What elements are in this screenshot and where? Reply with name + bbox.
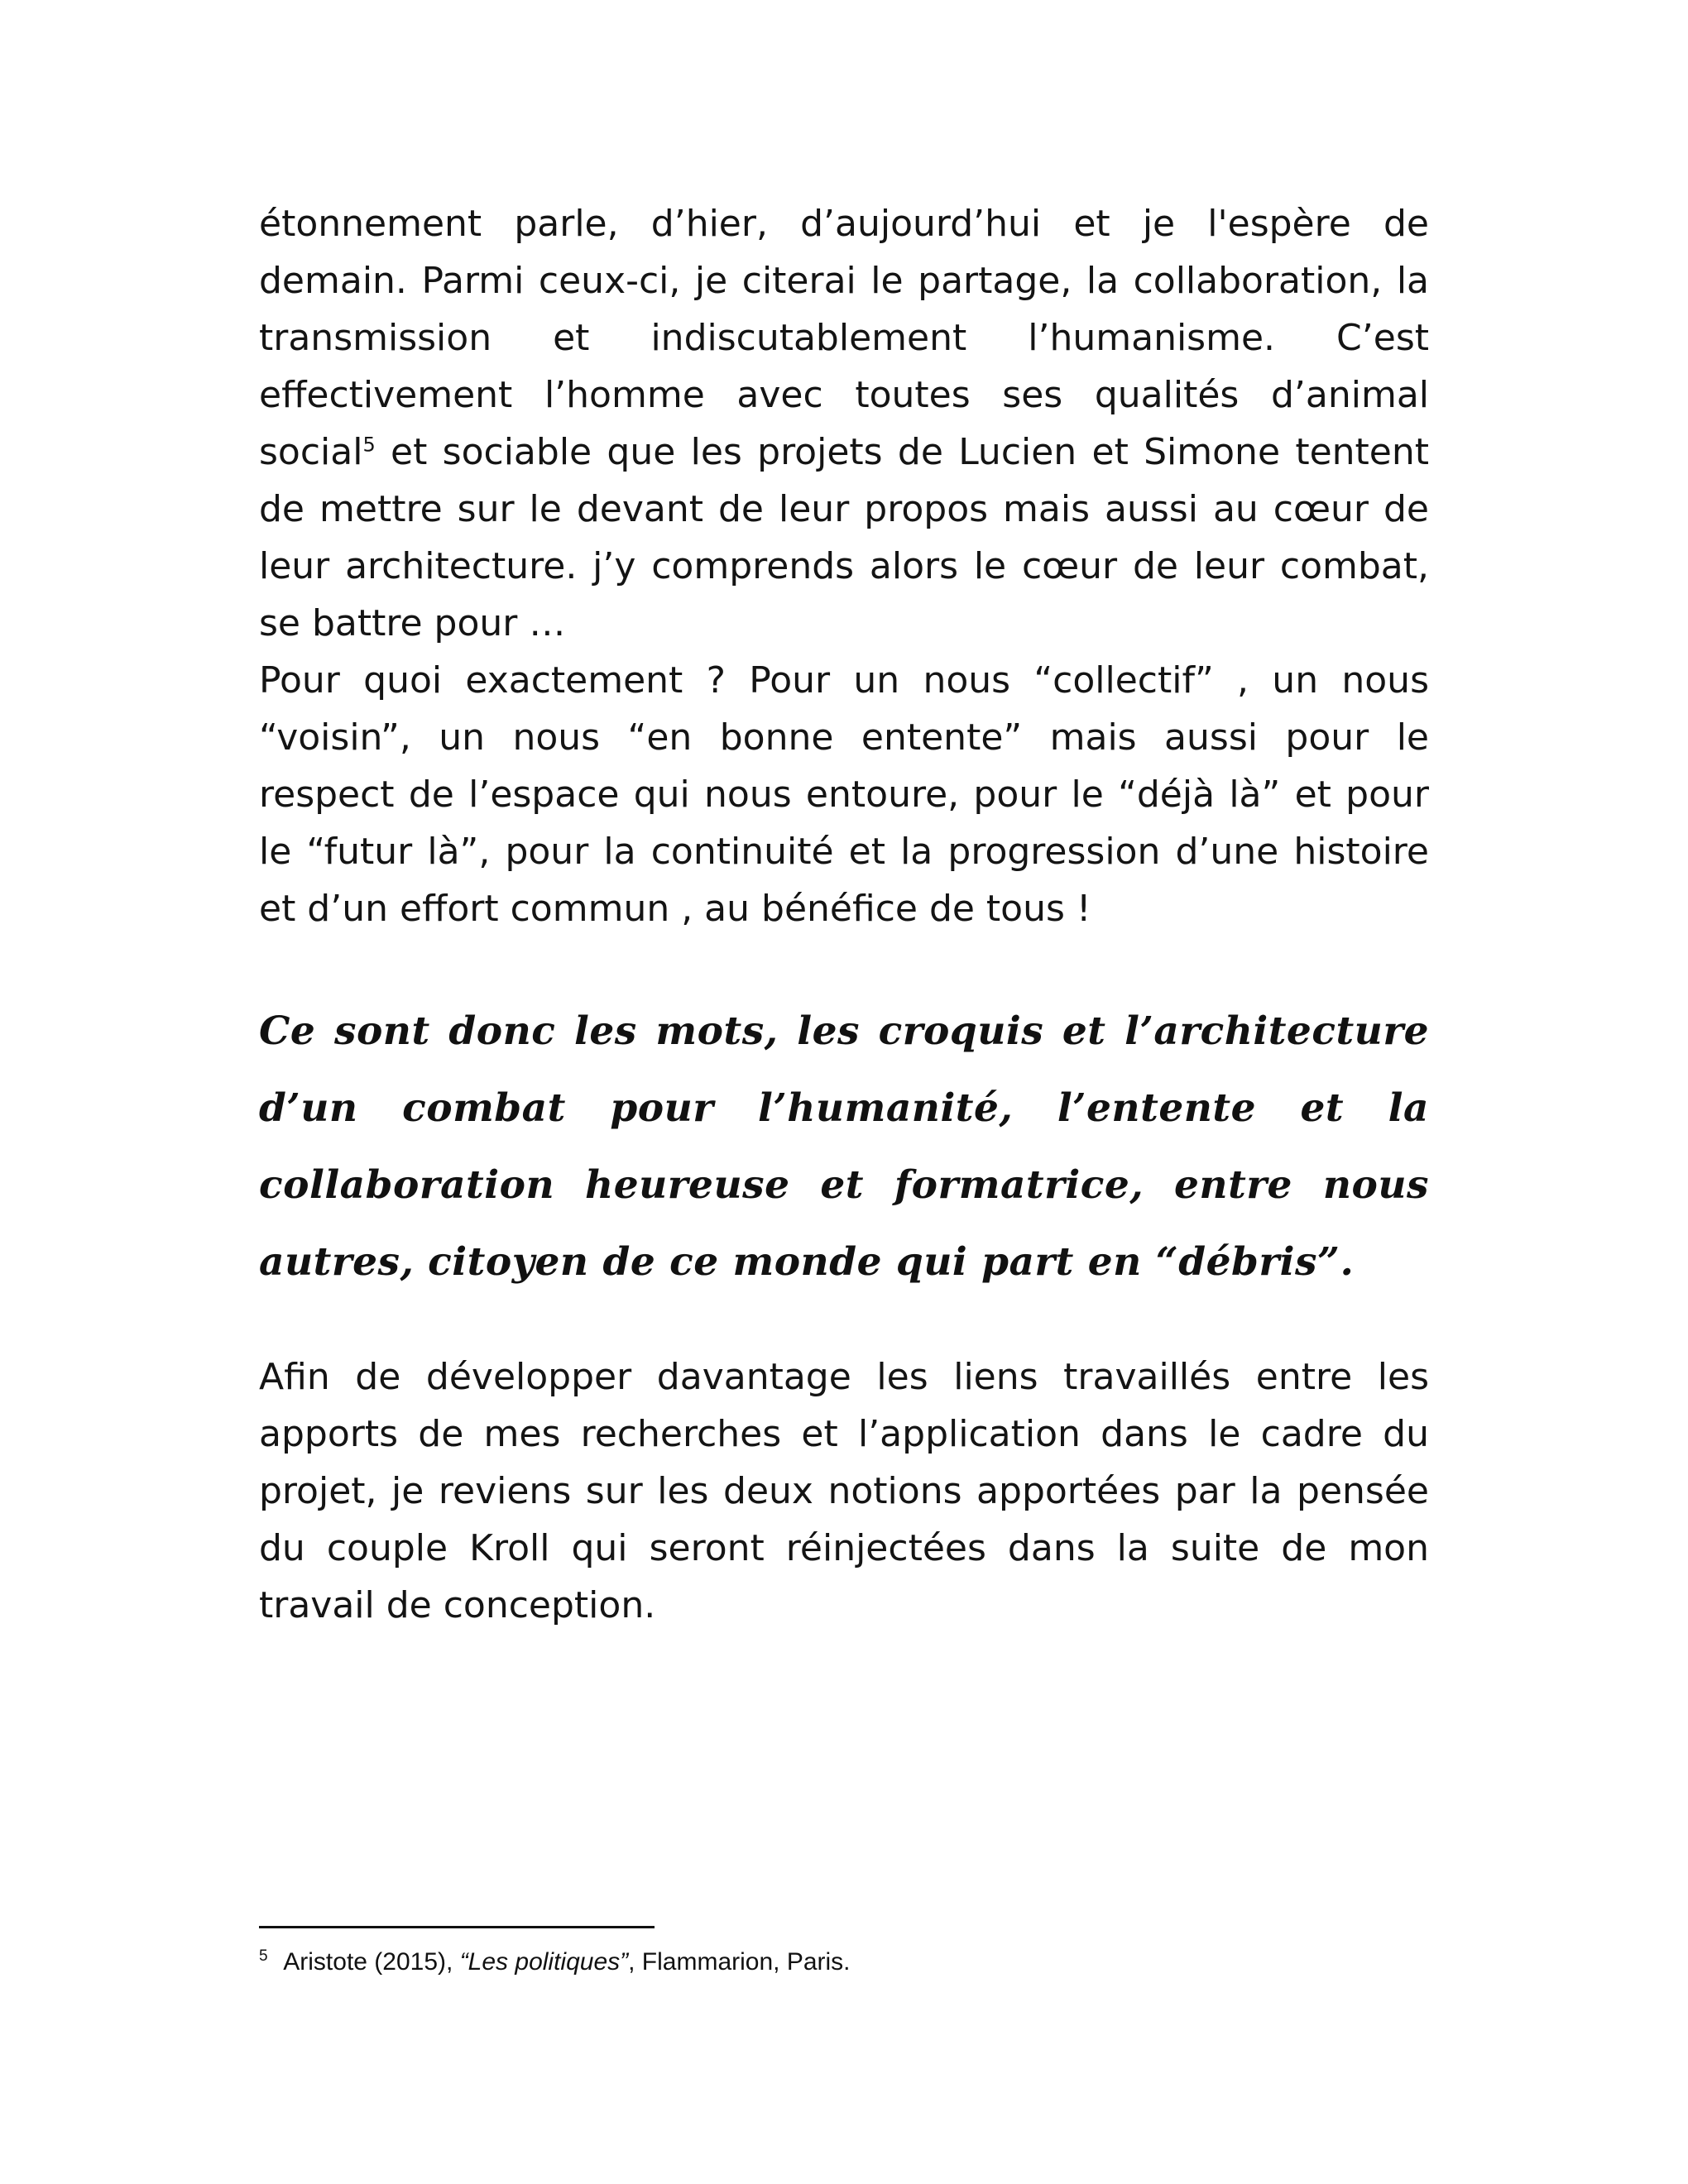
footnote-text-a: Aristote (2015), [277,1948,460,1976]
footnote-text-b: , Flammarion, Paris. [628,1948,851,1976]
paragraph-2: Pour quoi exactement ? Pour un nous “collectif” , un nous “voisin”, un nous “en bonne entente” mais aussi pour le respect de l’espace qui nous entoure, pour le “déjà là” et pour le “futur là”, pour la continuité et la progression d’une histoire et d’un effort commun , au bénéfice de tous ! [259,659,1429,930]
footnote-number: 5 [259,1947,268,1965]
footnote-separator [259,1926,655,1928]
footnote [259,1946,1429,1979]
paragraph-1-text-b: et sociable que les projets de Lucien et Simone tentent de mettre sur le devant de leur propos mais aussi au cœur de leur architecture. j’y comprends alors le cœur de leur combat, se battre pour … [259,431,1429,644]
paragraph-1-text-a: étonnement parle, d’hier, d’aujourd’hui et je l'espère de demain. Parmi ceux-ci, je citerai le partage, la collaboration, la transmission et indiscutablement l’humanisme. C’est effectivement l’homme avec toutes ses qualités d’animal social [259,203,1429,473]
paragraph-3: Afin de développer davantage les liens travaillés entre les apports de mes recherches et l’application dans le cadre du projet, je reviens sur les deux notions apportées par la pensée du couple Kroll qui seront réinjectées dans la suite de mon travail de conception. [259,1356,1429,1626]
highlighted-quote: Ce sont donc les mots, les croquis et l’architecture d’un combat pour l’humanité, l’entente et la collaboration heureuse et formatrice, entre nous autres, citoyen de ce monde qui part en “débris”. [259,1008,1429,1285]
paragraph-1 [259,195,1429,652]
footnote-title: “Les politiques” [459,1948,629,1976]
footnote-reference[interactable]: 5 [362,433,376,457]
